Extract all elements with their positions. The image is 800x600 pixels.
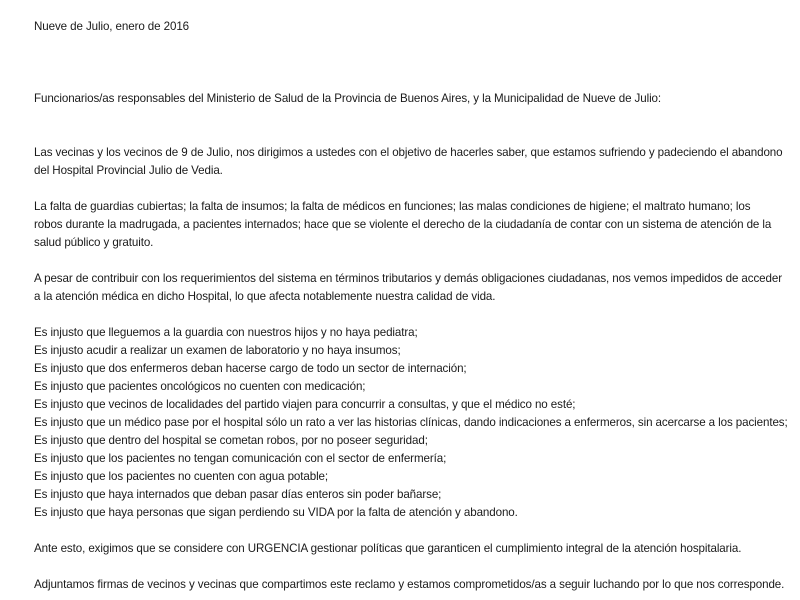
taxes-line: A pesar de contribuir con los requerimientos del sistema en términos tributarios y demás obligaciones ciudadanas, nos vemos impedidos de acceder [34,272,782,285]
injustice-item: Es injusto que haya internados que deban pasar días enteros sin poder bañarse; [34,488,442,501]
injustice-item: Es injusto que haya personas que sigan perdiendo su VIDA por la falta de atención y abandono. [34,506,518,519]
injustice-item: Es injusto que un médico pase por el hospital sólo un rato a ver las historias clínicas, dando indicaciones a enfermeros, sin acercarse a los pacientes; [34,416,788,429]
injustice-list [34,324,786,522]
taxes-line: a la atención médica en dicho Hospital, lo que afecta notablemente nuestra calidad de vida. [34,290,496,303]
letter-body [34,18,786,594]
taxes-paragraph [34,270,786,306]
injustice-item: Es injusto que pacientes oncológicos no cuenten con medicación; [34,380,366,393]
closing-paragraph: Adjuntamos firmas de vecinos y vecinas que compartimos este reclamo y estamos comprometidos/as a seguir luchando por lo que nos corresponde. [34,578,785,591]
problems-line: salud público y gratuito. [34,236,154,249]
problems-line: La falta de guardias cubiertas; la falta de insumos; la falta de médicos en funciones; las malas condiciones de higiene; el maltrato humano; los [34,200,751,213]
intro-line: del Hospital Provincial Julio de Vedia. [34,164,223,177]
intro-line: Las vecinas y los vecinos de 9 de Julio, nos dirigimos a ustedes con el objetivo de hacerles saber, que estamos sufriendo y padeciendo el abandono [34,146,783,159]
letter-salutation: Funcionarios/as responsables del Ministerio de Salud de la Provincia de Buenos Aires, y la Municipalidad de Nueve de Julio: [34,92,662,105]
injustice-item: Es injusto que los pacientes no tengan comunicación con el sector de enfermería; [34,452,447,465]
intro-paragraph [34,144,786,180]
injustice-item: Es injusto que dos enfermeros deban hacerse cargo de todo un sector de internación; [34,362,467,375]
letter-date: Nueve de Julio, enero de 2016 [34,20,190,33]
injustice-item: Es injusto que dentro del hospital se cometan robos, por no poseer seguridad; [34,434,428,447]
injustice-item: Es injusto que los pacientes no cuenten con agua potable; [34,470,329,483]
demand-paragraph: Ante esto, exigimos que se considere con URGENCIA gestionar políticas que garanticen el cumplimiento integral de la atención hospitalaria. [34,542,742,555]
injustice-item: Es injusto que vecinos de localidades del partido viajen para concurrir a consultas, y que el médico no esté; [34,398,576,411]
injustice-item: Es injusto acudir a realizar un examen de laboratorio y no haya insumos; [34,344,401,357]
problems-line: robos durante la madrugada, a pacientes internados; hace que se violente el derecho de la ciudadanía de contar con un sistema de atención de la [34,218,772,231]
injustice-item: Es injusto que lleguemos a la guardia con nuestros hijos y no haya pediatra; [34,326,418,339]
problems-paragraph [34,198,786,252]
